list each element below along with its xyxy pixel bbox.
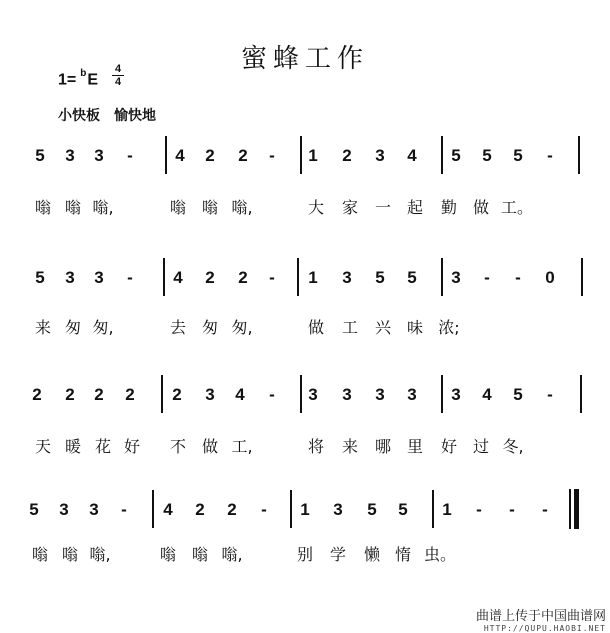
lyric-char: 味 [406, 318, 423, 337]
lyric-char: 懒 [363, 545, 380, 564]
score-note: 5 [513, 385, 523, 404]
score-note: - [261, 500, 267, 519]
score-note: 5 [407, 268, 417, 287]
score-note: - [269, 385, 275, 404]
score-note: - [547, 385, 553, 404]
score-note: - [509, 500, 515, 519]
score-note: - [547, 146, 553, 165]
meter-bottom: 4 [114, 76, 122, 88]
barline [441, 375, 443, 413]
key-flat: b [80, 68, 87, 79]
lyric-char: 嗡 [201, 198, 218, 217]
score-note: 3 [94, 146, 104, 165]
lyric-char: 嗡 [34, 198, 51, 217]
score-note: 2 [227, 500, 237, 519]
watermark-line-2: HTTP://QUPU.HAOBI.NET [483, 624, 606, 633]
barline [290, 490, 292, 528]
score-note: 1 [308, 268, 318, 287]
lyric-char: 家 [341, 198, 358, 217]
barline [165, 136, 167, 174]
score-note: 0 [545, 268, 555, 287]
meter-top: 4 [114, 63, 122, 75]
score-note: 2 [172, 385, 182, 404]
lyric-char: 哪 [374, 437, 391, 456]
score-note: 3 [342, 268, 352, 287]
mood-label: 愉快地 [114, 108, 156, 124]
barline [441, 258, 443, 296]
lyric-char: 工。 [501, 198, 534, 217]
lyric-char: 嗡 [191, 545, 208, 564]
lyric-char: 虫。 [424, 545, 457, 564]
lyric-char: 暖 [64, 437, 81, 456]
lyric-char: 好 [440, 437, 457, 456]
lyric-char: 大 [307, 198, 324, 217]
score-note: 3 [94, 268, 104, 287]
key-signature [58, 70, 98, 89]
score-note: 2 [205, 146, 215, 165]
lyric-char: 嗡 [61, 545, 78, 564]
lyric-char: 过 [472, 437, 489, 456]
score-note: - [542, 500, 548, 519]
score-note: 3 [451, 268, 461, 287]
score-note: 2 [65, 385, 75, 404]
score-note: 5 [451, 146, 461, 165]
lyric-char: 嗡 [64, 198, 81, 217]
score-note: - [127, 146, 133, 165]
score-note: 2 [205, 268, 215, 287]
barline [300, 375, 302, 413]
lyric-char: 不 [169, 437, 186, 456]
lyric-char: 花 [94, 437, 111, 456]
page-title: 蜜蜂工作 [240, 44, 369, 74]
score-note: 4 [175, 146, 185, 165]
barline [432, 490, 434, 528]
tempo-label: 小快板 [58, 108, 100, 124]
score-note: 4 [163, 500, 173, 519]
score-note: - [484, 268, 490, 287]
lyric-char: 做 [201, 437, 218, 456]
barline [581, 258, 583, 296]
key-note: E [87, 71, 99, 89]
score-note: 4 [235, 385, 245, 404]
watermark-line-1: 曲谱上传于中国曲谱网 [475, 609, 606, 624]
score-note: 3 [407, 385, 417, 404]
lyric-char: 天 [34, 437, 51, 456]
lyric-char: 做 [307, 318, 324, 337]
score-note: 4 [407, 146, 417, 165]
score-note: 3 [65, 146, 75, 165]
barline [300, 136, 302, 174]
barline [161, 375, 163, 413]
watermark [476, 605, 606, 633]
score-note: - [269, 146, 275, 165]
score-note: 3 [333, 500, 343, 519]
lyric-char: 别 [296, 545, 313, 564]
barline [441, 136, 443, 174]
lyric-char: 勤 [440, 198, 457, 217]
score-note: 3 [65, 268, 75, 287]
score-note: 5 [375, 268, 385, 287]
score-note: 3 [59, 500, 69, 519]
score-note: 3 [451, 385, 461, 404]
lyric-char: 兴 [374, 318, 391, 337]
lyric-char: 工, [231, 437, 253, 456]
score-note: 2 [238, 146, 248, 165]
score-note: 5 [482, 146, 492, 165]
score-note: 3 [205, 385, 215, 404]
lyric-char: 惰 [394, 545, 411, 564]
score-note: 5 [35, 268, 45, 287]
score-note: 4 [173, 268, 183, 287]
score-note: 1 [308, 146, 318, 165]
score-note: 3 [89, 500, 99, 519]
score-note: 5 [513, 146, 523, 165]
lyric-char: 嗡, [231, 198, 253, 217]
lyric-char: 做 [472, 198, 489, 217]
score-note: 5 [398, 500, 408, 519]
score-note: 4 [482, 385, 492, 404]
lyric-char: 去 [169, 318, 186, 337]
tempo-marking [58, 105, 156, 125]
lyric-char: 嗡, [92, 198, 114, 217]
score-note: 3 [308, 385, 318, 404]
lyric-char: 浓; [438, 318, 460, 337]
time-signature [111, 63, 125, 88]
lyric-char: 来 [34, 318, 51, 337]
score-note: 5 [29, 500, 39, 519]
barline [152, 490, 154, 528]
final-barline-thin [569, 489, 571, 529]
score-note: 3 [342, 385, 352, 404]
lyric-char: 嗡, [221, 545, 243, 564]
lyric-char: 嗡 [31, 545, 48, 564]
lyric-char: 将 [307, 437, 324, 456]
lyric-char: 匆 [64, 318, 81, 337]
score-note: 2 [238, 268, 248, 287]
key-label: 1= [58, 71, 77, 89]
barline [163, 258, 165, 296]
score-note: 2 [195, 500, 205, 519]
score-note: 2 [125, 385, 135, 404]
score-note: 3 [375, 385, 385, 404]
score-note: 2 [32, 385, 42, 404]
barline [297, 258, 299, 296]
score-note: 1 [442, 500, 452, 519]
score-note: - [127, 268, 133, 287]
lyric-char: 好 [123, 437, 140, 456]
lyric-char: 一 [374, 198, 391, 217]
lyric-char: 嗡 [159, 545, 176, 564]
score-note: - [476, 500, 482, 519]
barline [578, 136, 580, 174]
lyric-char: 匆 [201, 318, 218, 337]
score-note: - [515, 268, 521, 287]
lyric-char: 冬, [502, 437, 524, 456]
final-barline-thick [574, 489, 579, 529]
lyric-char: 匆, [231, 318, 253, 337]
lyric-char: 嗡 [169, 198, 186, 217]
lyric-char: 工 [341, 318, 358, 337]
lyric-char: 里 [406, 437, 423, 456]
score-note: 5 [367, 500, 377, 519]
score-note: 3 [375, 146, 385, 165]
barline [580, 375, 582, 413]
score-note: 1 [300, 500, 310, 519]
lyric-char: 起 [406, 198, 423, 217]
score-note: 2 [342, 146, 352, 165]
lyric-char: 匆, [92, 318, 114, 337]
lyric-char: 学 [329, 545, 346, 564]
lyric-char: 嗡, [89, 545, 111, 564]
score-note: - [269, 268, 275, 287]
score-note: 5 [35, 146, 45, 165]
score-note: 2 [94, 385, 104, 404]
lyric-char: 来 [341, 437, 358, 456]
score-note: - [121, 500, 127, 519]
